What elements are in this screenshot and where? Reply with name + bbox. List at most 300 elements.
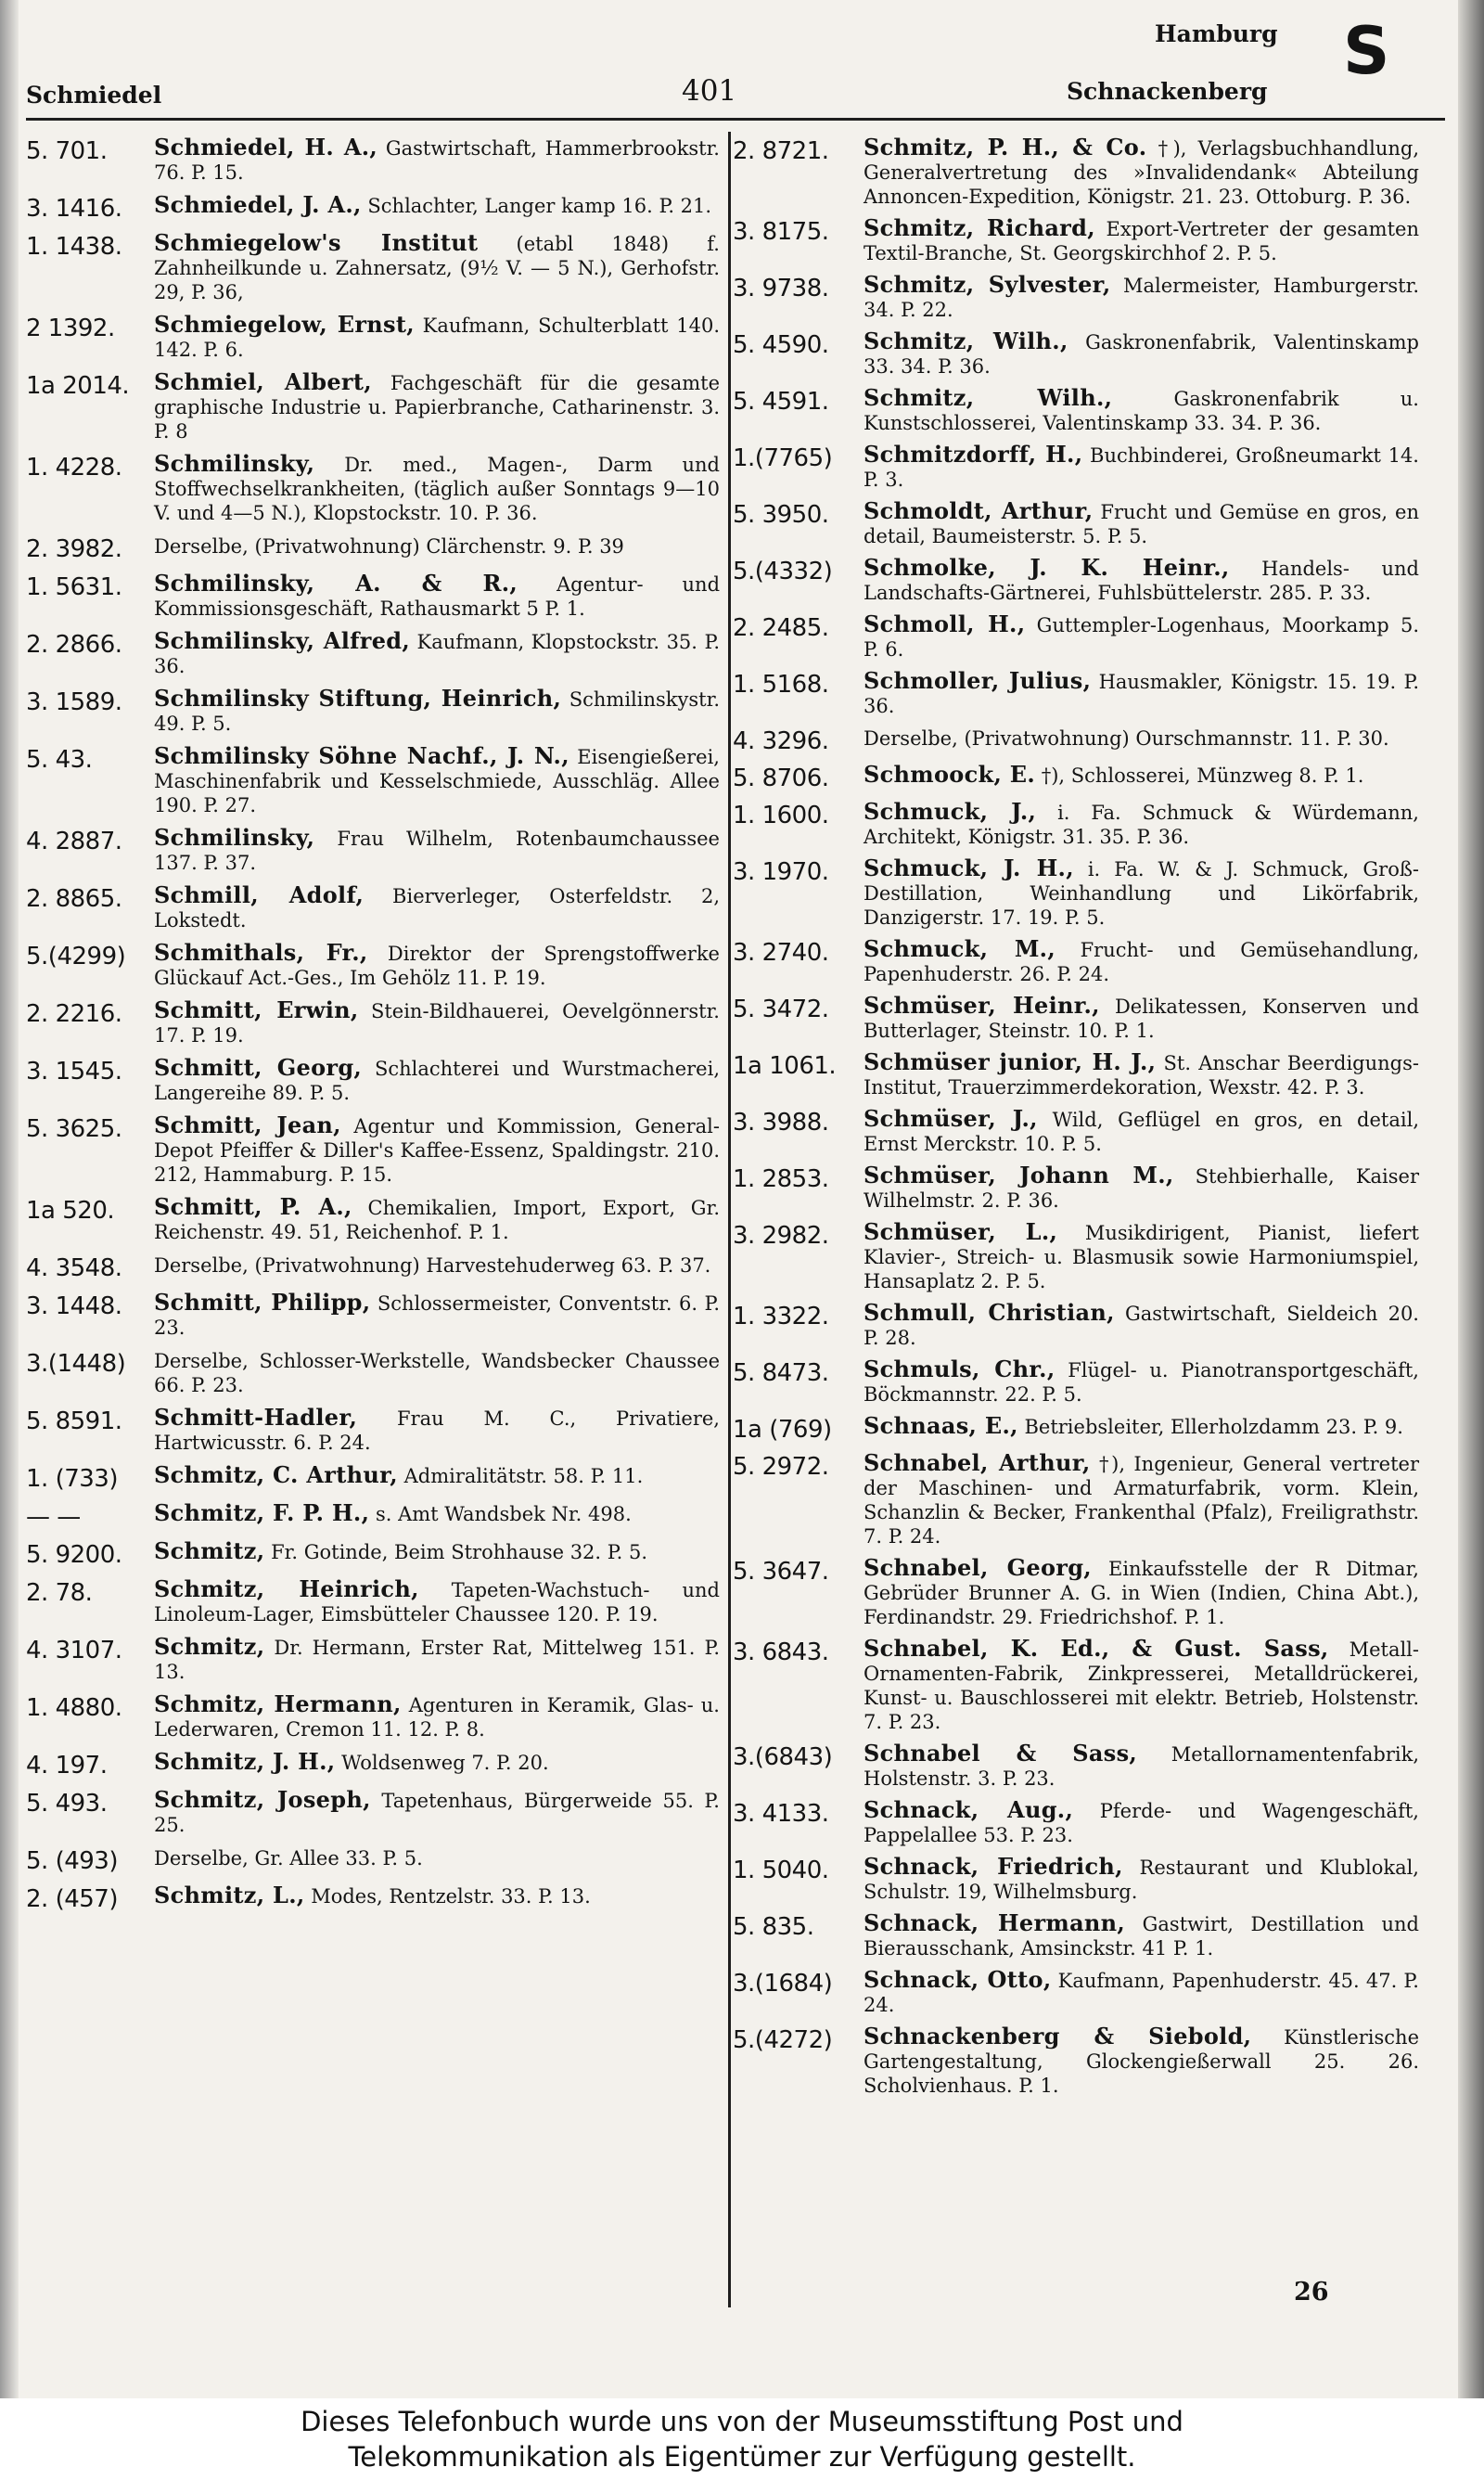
entry-details: Betriebsleiter, Ellerholzdamm 23. P. 9.	[1024, 1416, 1403, 1438]
entry-text	[148, 629, 720, 678]
entry-details: Gastwirtschaft, Sieldeich 20. P. 28.	[864, 1303, 1419, 1349]
entry-name: Schmilinsky Söhne Nachf., J. N.,	[154, 742, 569, 769]
entry-details: Kaufmann, Schulterblatt 140. 142. P. 6.	[154, 315, 720, 361]
entry-details: Derselbe, Gr. Allee 33. P. 5.	[154, 1847, 423, 1870]
entry-details: Agenturen in Keramik, Glas- u. Lederwaren, Cremon 11. 12. P. 8.	[154, 1694, 720, 1741]
entry-name: Schmoller, Julius,	[864, 667, 1092, 694]
entry-name: Schmolke, J. K. Heinr.,	[864, 554, 1230, 581]
entry-details: Hausmakler, Königstr. 15. 19. P. 36.	[864, 671, 1419, 717]
entry-text	[148, 452, 720, 525]
entry-details: Delikatessen, Konserven und Butterlager, Steinstr. 10. P. 1.	[864, 996, 1419, 1042]
entry-details: Agentur und Kommission, General-Depot Pfeiffer & Diller's Kaffee-Essenz, Spaldingstr. 210. 212, Hammaburg. P. 15.	[154, 1115, 720, 1186]
phone-number: 3. 9738.	[733, 275, 829, 302]
directory-entry	[733, 443, 1419, 492]
entry-details: Restaurant und Klublokal, Schulstr. 19, Wilhelmsburg.	[864, 1857, 1419, 1903]
directory-entry	[733, 800, 1419, 849]
entry-text	[148, 231, 720, 304]
entry-name: Schmitz, Hermann,	[154, 1690, 402, 1717]
directory-entry	[26, 941, 720, 990]
entry-name: Schmuck, J.,	[864, 798, 1037, 825]
entry-details: †), Ingenieur, General vertreter der Maschinen- und Armaturfabrik, vorm. Klein, Schanzlin & Becker, Frankenthal (Pfalz), Freiligrathstr. 7. P. 24.	[864, 1453, 1419, 1548]
directory-entry	[26, 533, 720, 563]
entry-name: Schmoll, H.,	[864, 610, 1026, 637]
entry-name: Schnabel & Sass,	[864, 1740, 1138, 1767]
header-left-keyword: Schmiedel	[26, 82, 162, 109]
phone-number: 4. 197.	[26, 1752, 108, 1780]
entry-details: Tapeten-Wachstuch- und Linoleum-Lager, Eimsbütteler Chaussee 120. P. 19.	[154, 1579, 720, 1625]
header-city: Hamburg	[1155, 20, 1278, 47]
entry-details: St. Anschar Beerdigungs-Institut, Trauerzimmerdekoration, Wexstr. 42. P. 3.	[864, 1052, 1419, 1099]
entry-name: Schmuck, J. H.,	[864, 855, 1074, 881]
entry-text	[858, 499, 1419, 548]
directory-entry	[26, 370, 720, 443]
entry-name: Schmitt, Georg,	[154, 1054, 363, 1081]
directory-entry	[733, 937, 1419, 986]
entry-text	[148, 193, 720, 223]
phone-number: 5. (493)	[26, 1847, 118, 1875]
entry-name: Schmiedel, H. A.,	[154, 134, 378, 161]
directory-entry	[26, 1291, 720, 1340]
entry-name: Schmitz, Richard,	[864, 214, 1095, 241]
directory-entry	[733, 1050, 1419, 1099]
entry-details: Frau M. C., Privatiere, Hartwicusstr. 6. P. 24.	[154, 1407, 720, 1454]
entry-text	[858, 1357, 1419, 1407]
phone-number: 3. 4133.	[733, 1800, 829, 1828]
entry-text	[858, 669, 1419, 718]
phone-number: 1. 2853.	[733, 1165, 829, 1193]
entry-details: Agentur- und Kommissionsgeschäft, Rathausmarkt 5 P. 1.	[154, 573, 721, 620]
directory-entry	[733, 556, 1419, 605]
entry-text	[858, 216, 1419, 265]
entry-text	[858, 443, 1419, 492]
entry-text	[858, 1414, 1419, 1444]
entry-name: Schmüser junior, H. J.,	[864, 1048, 1157, 1075]
phone-number: 3. 1589.	[26, 688, 122, 716]
entry-details: Direktor der Sprengstoffwerke Glückauf Act.-Ges., Im Gehölz 11. P. 19.	[154, 943, 720, 989]
entry-text	[148, 1577, 720, 1626]
entry-text	[858, 763, 1419, 792]
entry-text	[148, 1845, 720, 1875]
entry-details: Eisengießerei, Maschinenfabrik und Kesselschmiede, Ausschläg. Allee 190. P. 27.	[154, 746, 720, 816]
directory-entry	[733, 329, 1419, 379]
directory-entry	[26, 1750, 720, 1780]
directory-entry	[733, 1301, 1419, 1350]
phone-number: 2. 2216.	[26, 1000, 122, 1028]
entry-text	[858, 612, 1419, 662]
directory-entry	[733, 1911, 1419, 1960]
phone-number: 2. 8865.	[26, 885, 122, 913]
directory-entry	[733, 1414, 1419, 1444]
phone-number: 3.(1684)	[733, 1970, 833, 1998]
entry-name: Schnaas, E.,	[864, 1412, 1018, 1439]
entry-details: Flügel- u. Pianotransportgeschäft, Böckmannstr. 22. P. 5.	[864, 1359, 1419, 1406]
entry-name: Schnack, Friedrich,	[864, 1853, 1123, 1880]
directory-entry	[26, 1635, 720, 1684]
directory-entry	[26, 1253, 720, 1282]
entry-name: Schmilinsky Stiftung, Heinrich,	[154, 685, 562, 712]
entry-name: Schmüser, L.,	[864, 1218, 1058, 1245]
phone-number: 4. 2887.	[26, 828, 122, 855]
directory-entry	[733, 2024, 1419, 2098]
directory-entry	[733, 669, 1419, 718]
entry-text	[148, 1750, 720, 1780]
entry-details: Dr. Hermann, Erster Rat, Mittelweg 151. P. 13.	[154, 1637, 720, 1683]
phone-number: 5. 701.	[26, 137, 108, 165]
entry-details: Frucht- und Gemüsehandlung, Papenhuderstr. 26. P. 24.	[864, 939, 1419, 985]
phone-number: 1. 5168.	[733, 671, 829, 699]
entry-name: Schmoldt, Arthur,	[864, 497, 1094, 524]
directory-entry	[26, 193, 720, 223]
entry-details: Musikdirigent, Pianist, liefert Klavier-, Streich- u. Blasmusik sowie Harmoniumspiel, Hansaplatz 2. P. 5.	[864, 1222, 1419, 1292]
entry-details: Buchbinderei, Großneumarkt 14. P. 3.	[864, 444, 1419, 491]
directory-entry	[733, 386, 1419, 435]
entry-text	[858, 1741, 1419, 1791]
phone-number: — —	[26, 1503, 81, 1531]
directory-entry	[733, 1357, 1419, 1407]
directory-entry	[733, 135, 1419, 209]
entry-text	[858, 1163, 1419, 1213]
entry-name: Schmüser, Heinr.,	[864, 992, 1100, 1019]
entry-details: Metall-Ornamenten-Fabrik, Zinkpresserei, Metalldrückerei, Kunst- u. Bauschlosserei mit elektr. Betrieb, Holstenstr. 7. P. 23.	[864, 1638, 1419, 1733]
entry-text	[858, 329, 1419, 379]
entry-text	[148, 1253, 720, 1282]
entry-text	[148, 1692, 720, 1741]
entry-details: Kaufmann, Papenhuderstr. 45. 47. P. 24.	[864, 1970, 1419, 2016]
directory-entry	[26, 1195, 720, 1244]
entry-text	[148, 687, 720, 736]
entry-details: Frau Wilhelm, Rotenbaumchaussee 137. P. 37.	[154, 828, 720, 874]
entry-name: Schmilinsky, Alfred,	[154, 627, 411, 654]
phone-number: 2. 2866.	[26, 631, 122, 659]
phone-number: 3. 1545.	[26, 1058, 122, 1086]
directory-entry	[26, 998, 720, 1047]
phone-number: 5. 3950.	[733, 501, 829, 529]
entry-name: Schnackenberg & Siebold,	[864, 2023, 1252, 2050]
directory-entry	[26, 452, 720, 525]
entry-details: Derselbe, Schlosser-Werkstelle, Wandsbecker Chaussee 66. P. 23.	[154, 1350, 720, 1396]
directory-entry	[26, 572, 720, 621]
directory-entry	[733, 1451, 1419, 1548]
directory-entry	[26, 826, 720, 875]
entry-details: Handels- und Landschafts-Gärtnerei, Fuhlsbüttelerstr. 285. P. 33.	[864, 558, 1419, 604]
entry-details: Metallornamentenfabrik, Holstenstr. 3. P. 23.	[864, 1743, 1419, 1790]
entry-name: Schnabel, Arthur,	[864, 1449, 1091, 1476]
entry-text	[858, 1107, 1419, 1156]
entry-name: Schmitz,	[154, 1633, 265, 1660]
directory-entry	[733, 273, 1419, 322]
phone-number: 1.(7765)	[733, 444, 833, 472]
entry-name: Schmitz, J. H.,	[154, 1748, 336, 1775]
entry-name: Schmitz, Joseph,	[154, 1786, 371, 1813]
entry-name: Schmitz, Sylvester,	[864, 271, 1111, 298]
entry-name: Schmitt, Philipp,	[154, 1289, 371, 1316]
phone-number: 5. 493.	[26, 1790, 108, 1818]
directory-entry	[26, 883, 720, 932]
entry-details: Admiralitätstr. 58. P. 11.	[403, 1465, 644, 1487]
entry-name: Schnabel, K. Ed., & Gust. Sass,	[864, 1635, 1329, 1662]
header-right-keyword: Schnackenberg	[1067, 78, 1268, 105]
entry-text	[148, 1883, 720, 1913]
entry-text	[148, 572, 720, 621]
phone-number: 3. 1970.	[733, 858, 829, 886]
phone-number: 5. 4591.	[733, 388, 829, 416]
right-column	[733, 135, 1419, 2105]
entry-text	[148, 826, 720, 875]
entry-details: Woldsenweg 7. P. 20.	[341, 1752, 549, 1774]
entry-name: Schmitzdorff, H.,	[864, 441, 1083, 468]
entry-name: Schmüser, J.,	[864, 1105, 1038, 1132]
section-letter: S	[1343, 13, 1390, 89]
directory-entry	[26, 1788, 720, 1837]
phone-number: 2 1392.	[26, 315, 115, 342]
entry-name: Schnabel, Georg,	[864, 1554, 1092, 1581]
phone-number: 5. 8473.	[733, 1359, 829, 1387]
entry-name: Schnack, Otto,	[864, 1966, 1052, 1993]
entry-text	[148, 1056, 720, 1105]
entry-text	[858, 1556, 1419, 1629]
entry-details: Fachgeschäft für die gesamte graphische Industrie u. Papierbranche, Catharinenstr. 3. P. 8	[154, 372, 720, 443]
entry-details: Frucht und Gemüse en gros, en detail, Baumeisterstr. 5. P. 5.	[864, 501, 1419, 547]
entry-details: Schlachterei und Wurstmacherei, Langereihe 89. P. 5.	[154, 1058, 720, 1104]
entry-text	[858, 1798, 1419, 1847]
directory-entry	[26, 1406, 720, 1455]
entry-name: Schnack, Aug.,	[864, 1796, 1074, 1823]
entry-text	[148, 1463, 720, 1493]
phone-number: 1a 2014.	[26, 372, 130, 400]
phone-number: 5.(4332)	[733, 558, 833, 585]
entry-details: Derselbe, (Privatwohnung) Ourschmannstr. 11. P. 30.	[864, 727, 1389, 750]
entry-text	[148, 744, 720, 817]
entry-text	[858, 856, 1419, 930]
phone-number: 2. 3982.	[26, 535, 122, 563]
entry-text	[148, 1788, 720, 1837]
footer-line-1: Dieses Telefonbuch wurde uns von der Museumsstiftung Post und	[301, 2406, 1183, 2437]
phone-number: 5. 2972.	[733, 1453, 829, 1481]
entry-text	[858, 1968, 1419, 2017]
entry-details: Export-Vertreter der gesamten Textil-Branche, St. Georgskirchhof 2. P. 5.	[864, 218, 1419, 264]
entry-name: Schmiegelow, Ernst,	[154, 311, 415, 338]
entry-text	[858, 726, 1419, 755]
phone-number: 1. (733)	[26, 1465, 118, 1493]
entry-name: Schmitt, Erwin,	[154, 996, 359, 1023]
footer-notice	[0, 2398, 1484, 2480]
entry-text	[858, 800, 1419, 849]
directory-entry	[733, 1556, 1419, 1629]
phone-number: 1. 1438.	[26, 233, 122, 261]
entry-name: Schmitz, P. H., & Co.	[864, 134, 1147, 161]
entry-name: Schmitz,	[154, 1537, 265, 1564]
entry-text	[148, 313, 720, 362]
phone-number: 5. 835.	[733, 1913, 814, 1941]
phone-number: 5. 4590.	[733, 331, 829, 359]
entry-name: Schnack, Hermann,	[864, 1909, 1126, 1936]
phone-number: 4. 3107.	[26, 1637, 122, 1664]
directory-entry	[26, 135, 720, 185]
directory-entry	[733, 499, 1419, 548]
entry-details: †), Verlagsbuchhandlung, Generalvertretung des »Invalidendank« Abteilung Annoncen-Expedition, Königstr. 21. 23. Ottoburg. P. 36.	[864, 137, 1419, 208]
entry-name: Schmitz, C. Arthur,	[154, 1461, 398, 1488]
entry-details: Chemikalien, Import, Export, Gr. Reichenstr. 49. 51, Reichenhof. P. 1.	[154, 1197, 720, 1243]
entry-name: Schmitt, P. A.,	[154, 1193, 352, 1220]
entry-details: i. Fa. Schmuck & Würdemann, Architekt, Königstr. 31. 35. P. 36.	[864, 802, 1419, 848]
entry-details: Modes, Rentzelstr. 33. P. 13.	[311, 1885, 591, 1908]
column-divider	[728, 132, 731, 2307]
entry-name: Schmitz, F. P. H.,	[154, 1499, 370, 1526]
entry-details: Bierverleger, Osterfeldstr. 2, Lokstedt.	[154, 885, 721, 932]
phone-number: 5. 9200.	[26, 1541, 122, 1569]
directory-entry	[733, 1855, 1419, 1904]
directory-entry	[26, 1056, 720, 1105]
directory-entry	[26, 313, 720, 362]
entry-details: Gastwirtschaft, Hammerbrookstr. 76. P. 15.	[154, 137, 720, 184]
entry-text	[148, 135, 720, 185]
directory-entry	[26, 1883, 720, 1913]
directory-entry	[733, 612, 1419, 662]
entry-details: Einkaufsstelle der R Ditmar, Gebrüder Brunner A. G. in Wien (Indien, China Abt.), Ferdinandstr. 29. Friedrichshof. P. 1.	[864, 1558, 1419, 1628]
phone-number: 2. 78.	[26, 1579, 93, 1607]
entry-details: Tapetenhaus, Bürgerweide 55. P. 25.	[154, 1790, 720, 1836]
phone-number: 1. 5631.	[26, 573, 122, 601]
header-rule	[26, 118, 1445, 121]
directory-entry	[26, 744, 720, 817]
entry-details: Dr. med., Magen-, Darm und Stoffwechselkrankheiten, (täglich außer Sonntags 9—10 V. und 4—5 N.), Klopstockstr. 10. P. 36.	[154, 454, 720, 524]
entry-text	[148, 1539, 720, 1569]
directory-entry	[733, 1637, 1419, 1734]
entry-text	[148, 1291, 720, 1340]
directory-entry	[733, 216, 1419, 265]
directory-entry	[26, 1501, 720, 1531]
directory-entry	[26, 1348, 720, 1397]
entry-name: Schmitz, Wilh.,	[864, 384, 1113, 411]
directory-entry	[733, 1163, 1419, 1213]
phone-number: 4. 3296.	[733, 727, 829, 755]
phone-number: 3. 2982.	[733, 1222, 829, 1250]
entry-details: Künstlerische Gartengestaltung, Glockengießerwall 25. 26. Scholvienhaus. P. 1.	[864, 2026, 1419, 2097]
directory-entry	[26, 1577, 720, 1626]
phone-number: 3. 8175.	[733, 218, 829, 246]
entry-details: Wild, Geflügel en gros, en detail, Ernst Merckstr. 10. P. 5.	[864, 1109, 1419, 1155]
entry-name: Schmuls, Chr.,	[864, 1356, 1055, 1382]
phone-number: 2. 8721.	[733, 137, 829, 165]
entry-details: Derselbe, (Privatwohnung) Harvestehuderweg 63. P. 37.	[154, 1254, 711, 1277]
directory-entry	[26, 1845, 720, 1875]
entry-details: Derselbe, (Privatwohnung) Clärchenstr. 9. P. 39	[154, 535, 624, 558]
entry-name: Schmitz, Heinrich,	[154, 1575, 419, 1602]
directory-entry	[26, 1692, 720, 1741]
phone-number: 1. 4880.	[26, 1694, 122, 1722]
phone-number: 5.(4272)	[733, 2026, 833, 2054]
entry-text	[148, 1113, 720, 1187]
entry-text	[148, 533, 720, 563]
entry-details: Pferde- und Wagengeschäft, Pappelallee 53. P. 23.	[864, 1800, 1419, 1846]
entry-name: Schmilinsky,	[154, 450, 315, 477]
phone-number: 1. 4228.	[26, 454, 122, 482]
entry-details: Stehbierhalle, Kaiser Wilhelmstr. 2. P. 36.	[864, 1165, 1419, 1212]
entry-text	[858, 2024, 1419, 2098]
entry-name: Schmuck, M.,	[864, 935, 1055, 962]
entry-text	[148, 1348, 720, 1397]
entry-name: Schmitz, L.,	[154, 1882, 305, 1908]
entry-name: Schmiegelow's Institut	[154, 229, 479, 256]
entry-name: Schmill, Adolf,	[154, 881, 365, 908]
directory-entry	[733, 856, 1419, 930]
entry-text	[858, 273, 1419, 322]
entry-name: Schmiel, Albert,	[154, 368, 372, 395]
entry-details: Guttempler-Logenhaus, Moorkamp 5. P. 6.	[864, 614, 1419, 661]
phone-number: 5. 8591.	[26, 1407, 122, 1435]
entry-text	[148, 1406, 720, 1455]
directory-entry	[733, 1220, 1419, 1293]
directory-entry	[26, 1539, 720, 1569]
entry-name: Schmitt-Hadler,	[154, 1404, 358, 1431]
phone-number: 5. 8706.	[733, 765, 829, 792]
footer-line-2: Telekommunikation als Eigentümer zur Verfügung gestellt.	[348, 2441, 1136, 2473]
entry-name: Schmoock, E.	[864, 761, 1036, 788]
directory-entry	[733, 726, 1419, 755]
entry-text	[148, 941, 720, 990]
directory-entry	[733, 1968, 1419, 2017]
entry-text	[148, 998, 720, 1047]
phone-number: 1. 3322.	[733, 1303, 829, 1330]
entry-text	[858, 135, 1419, 209]
entry-name: Schmiedel, J. A.,	[154, 191, 362, 218]
entry-details: s. Amt Wandsbek Nr. 498.	[375, 1503, 632, 1525]
entry-details: i. Fa. W. & J. Schmuck, Groß-Destillation, Weinhandlung und Likörfabrik, Danzigerstr. 17. 19. P. 5.	[864, 858, 1419, 929]
phone-number: 3. 1448.	[26, 1292, 122, 1320]
directory-entry	[733, 1741, 1419, 1791]
phone-number: 5. 3647.	[733, 1558, 829, 1586]
phone-number: 1a 520.	[26, 1197, 115, 1225]
phone-number: 3. 6843.	[733, 1638, 829, 1666]
entry-text	[858, 1637, 1419, 1734]
directory-entry	[26, 629, 720, 678]
entry-details: Schlachter, Langer kamp 16. P. 21.	[367, 195, 712, 217]
directory-entry	[26, 231, 720, 304]
entry-details: Kaufmann, Klopstockstr. 35. P. 36.	[154, 631, 720, 677]
directory-entry	[733, 763, 1419, 792]
entry-details: Gaskronenfabrik, Valentinskamp 33. 34. P. 36.	[864, 331, 1419, 378]
header-page-number: 401	[682, 74, 737, 108]
entry-text	[148, 1635, 720, 1684]
page-corner-number: 26	[1294, 2278, 1329, 2307]
entry-name: Schmilinsky, A. & R.,	[154, 570, 518, 597]
entry-details: Stein-Bildhauerei, Oevelgönnerstr. 17. P. 19.	[154, 1000, 720, 1047]
entry-text	[148, 1501, 720, 1531]
entry-details: Gastwirt, Destillation und Bierausschank, Amsinckstr. 41 P. 1.	[864, 1913, 1419, 1960]
entry-text	[148, 370, 720, 443]
entry-details: Schlossermeister, Conventstr. 6. P. 23.	[154, 1292, 721, 1339]
phone-number: 2. (457)	[26, 1885, 118, 1913]
directory-entry	[733, 1107, 1419, 1156]
phone-number: 3. 3988.	[733, 1109, 829, 1137]
entry-details: (etabl 1848) f. Zahnheilkunde u. Zahnersatz, (9½ V. — 5 N.), Gerhofstr. 29, P. 36,	[154, 233, 720, 303]
entry-text	[858, 386, 1419, 435]
entry-details: Gaskronenfabrik u. Kunstschlosserei, Valentinskamp 33. 34. P. 36.	[864, 388, 1419, 434]
entry-details: Malermeister, Hamburgerstr. 34. P. 22.	[864, 275, 1419, 321]
phone-number: 2. 2485.	[733, 614, 829, 642]
entry-name: Schmull, Christian,	[864, 1299, 1115, 1326]
directory-entry	[26, 687, 720, 736]
phone-number: 3.(1448)	[26, 1350, 126, 1378]
entry-text	[858, 1050, 1419, 1099]
entry-text	[858, 1911, 1419, 1960]
phone-number: 4. 3548.	[26, 1254, 122, 1282]
directory-entry	[26, 1113, 720, 1187]
entry-name: Schmilinsky,	[154, 824, 315, 851]
entry-text	[858, 994, 1419, 1043]
entry-name: Schmitz, Wilh.,	[864, 328, 1068, 354]
entry-text	[148, 1195, 720, 1244]
